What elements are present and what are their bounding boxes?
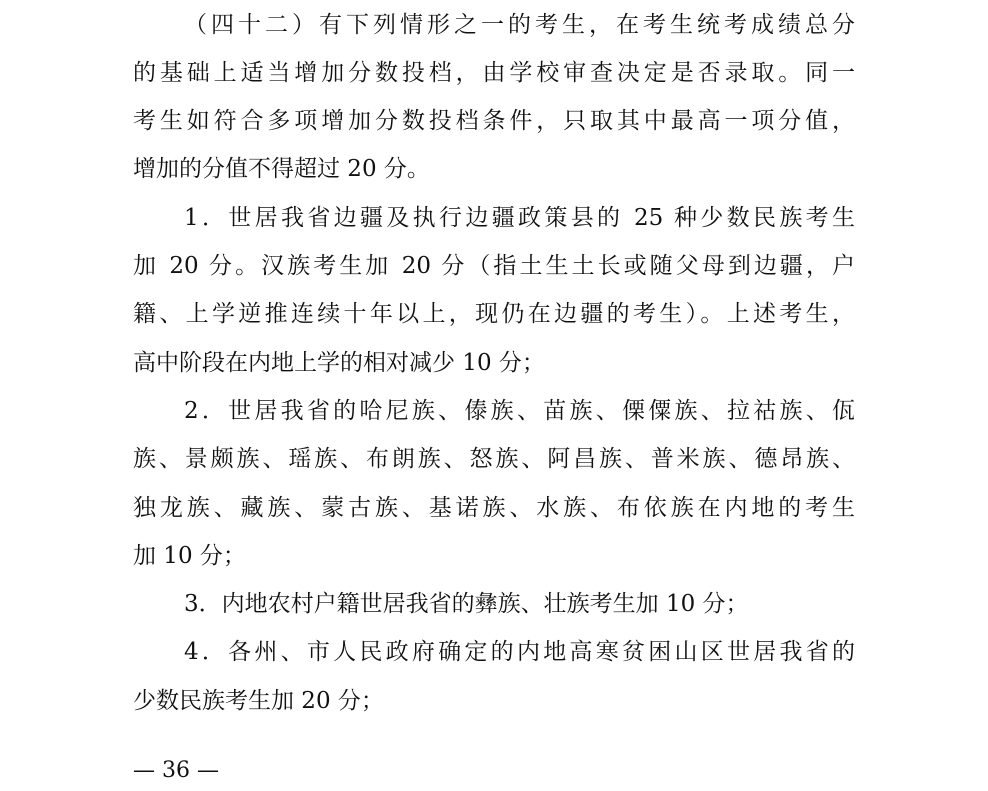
paragraph-42-line-3: 考生如符合多项增加分数投档条件，只取其中最高一项分值，	[133, 108, 855, 134]
item-1-line-2: 加 20 分。汉族考生加 20 分（指土生土长或随父母到边疆，户	[133, 253, 855, 279]
item-2-line-1: 2．世居我省的哈尼族、傣族、苗族、傈僳族、拉祜族、佤	[184, 398, 855, 424]
paragraph-42-line-1: （四十二）有下列情形之一的考生，在考生统考成绩总分	[184, 12, 855, 38]
item-2-line-3: 独龙族、藏族、蒙古族、基诺族、水族、布依族在内地的考生	[133, 495, 855, 521]
item-1-line-4: 高中阶段在内地上学的相对减少 10 分；	[133, 350, 545, 376]
paragraph-42-line-4: 增加的分值不得超过 20 分。	[133, 156, 430, 182]
item-1-line-1: 1．世居我省边疆及执行边疆政策县的 25 种少数民族考生	[184, 205, 855, 231]
item-4-line-2: 少数民族考生加 20 分；	[133, 688, 384, 714]
paragraph-42-line-2: 的基础上适当增加分数投档，由学校审查决定是否录取。同一	[133, 60, 855, 86]
item-2-line-2: 族、景颇族、瑶族、布朗族、怒族、阿昌族、普米族、德昂族、	[133, 446, 855, 472]
page-number: — 36 —	[133, 758, 219, 783]
item-1-line-3: 籍、上学逆推连续十年以上，现仍在边疆的考生）。上述考生，	[133, 301, 855, 327]
item-2-line-4: 加 10 分；	[133, 543, 246, 569]
item-4-line-1: 4．各州、市人民政府确定的内地高寒贫困山区世居我省的	[184, 639, 855, 665]
item-3-line-1: 3．内地农村户籍世居我省的彝族、壮族考生加 10 分；	[184, 591, 749, 617]
